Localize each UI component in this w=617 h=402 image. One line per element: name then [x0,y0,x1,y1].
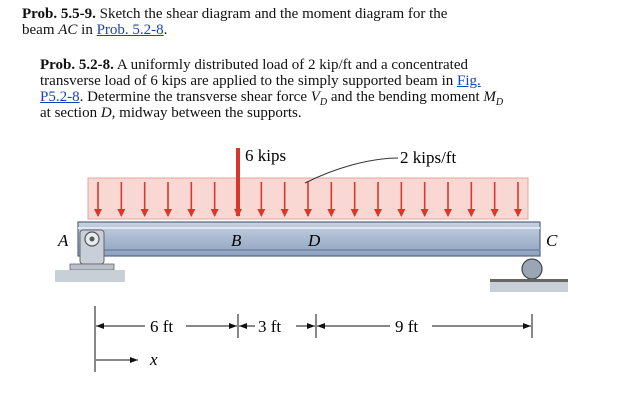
beam-figure [0,138,617,402]
moment-symbol: M [483,89,496,105]
dimension-extension-lines [95,306,532,372]
problem2-text: A uniformly distributed load of 2 kip/ft and a concentrated [116,57,468,73]
problem2-line1 [40,57,503,73]
point-c-label: C [546,231,558,250]
ground-a [55,270,125,282]
problem1-text-3: in [77,22,97,38]
dim-3ft: 3 ft [258,317,282,336]
problem1-line1 [22,6,447,22]
problem2-text-2: transverse load of 6 kips are applied to the simply supported beam in [40,73,457,89]
problem2-text-6: , midway between the supports. [111,105,302,121]
moment-subscript: D [495,97,504,108]
dim-9ft: 9 ft [395,317,419,336]
dim-6ft: 6 ft [150,317,174,336]
problem1-line2 [22,22,447,38]
fig-link-a[interactable]: Fig. [456,73,481,89]
section-symbol: D [100,105,112,121]
problem2-text-4: and the bending moment [327,89,484,105]
problem2-text-5: at section [40,105,101,121]
problem2-text-3: . Determine the transverse shear force [79,89,311,105]
fig-link-b[interactable]: P5.2-8 [40,89,80,105]
problem1-label: Prob. 5.5-9. [22,6,96,22]
point-d-label: D [308,231,321,250]
problem1-text-2: beam [22,22,59,38]
point-load-label: 6 kips [245,146,287,165]
point-a-label: A [58,231,69,250]
problem2-line3 [40,89,504,108]
problem2-line2 [40,73,503,89]
shear-subscript: D [319,97,328,108]
problem1-text: Sketch the shear diagram and the moment diagram for the [99,6,448,22]
beam-symbol: AC [58,22,78,38]
roller-support-c [522,259,542,279]
x-axis-label: x [150,350,158,369]
distributed-load-label: 2 kips/ft [400,148,457,167]
shear-symbol: V [310,89,320,105]
point-b-label: B [231,231,242,250]
problem-5-5-9 [22,6,447,38]
prob-5-2-8-link[interactable]: Prob. 5.2-8 [96,22,164,38]
problem1-period: . [163,22,168,38]
problem2-label: Prob. 5.2-8. [40,57,114,73]
ground-c-shade [490,282,568,292]
ground-c [490,279,568,282]
problem2-line4 [40,105,503,121]
problem-5-2-8 [40,57,503,121]
